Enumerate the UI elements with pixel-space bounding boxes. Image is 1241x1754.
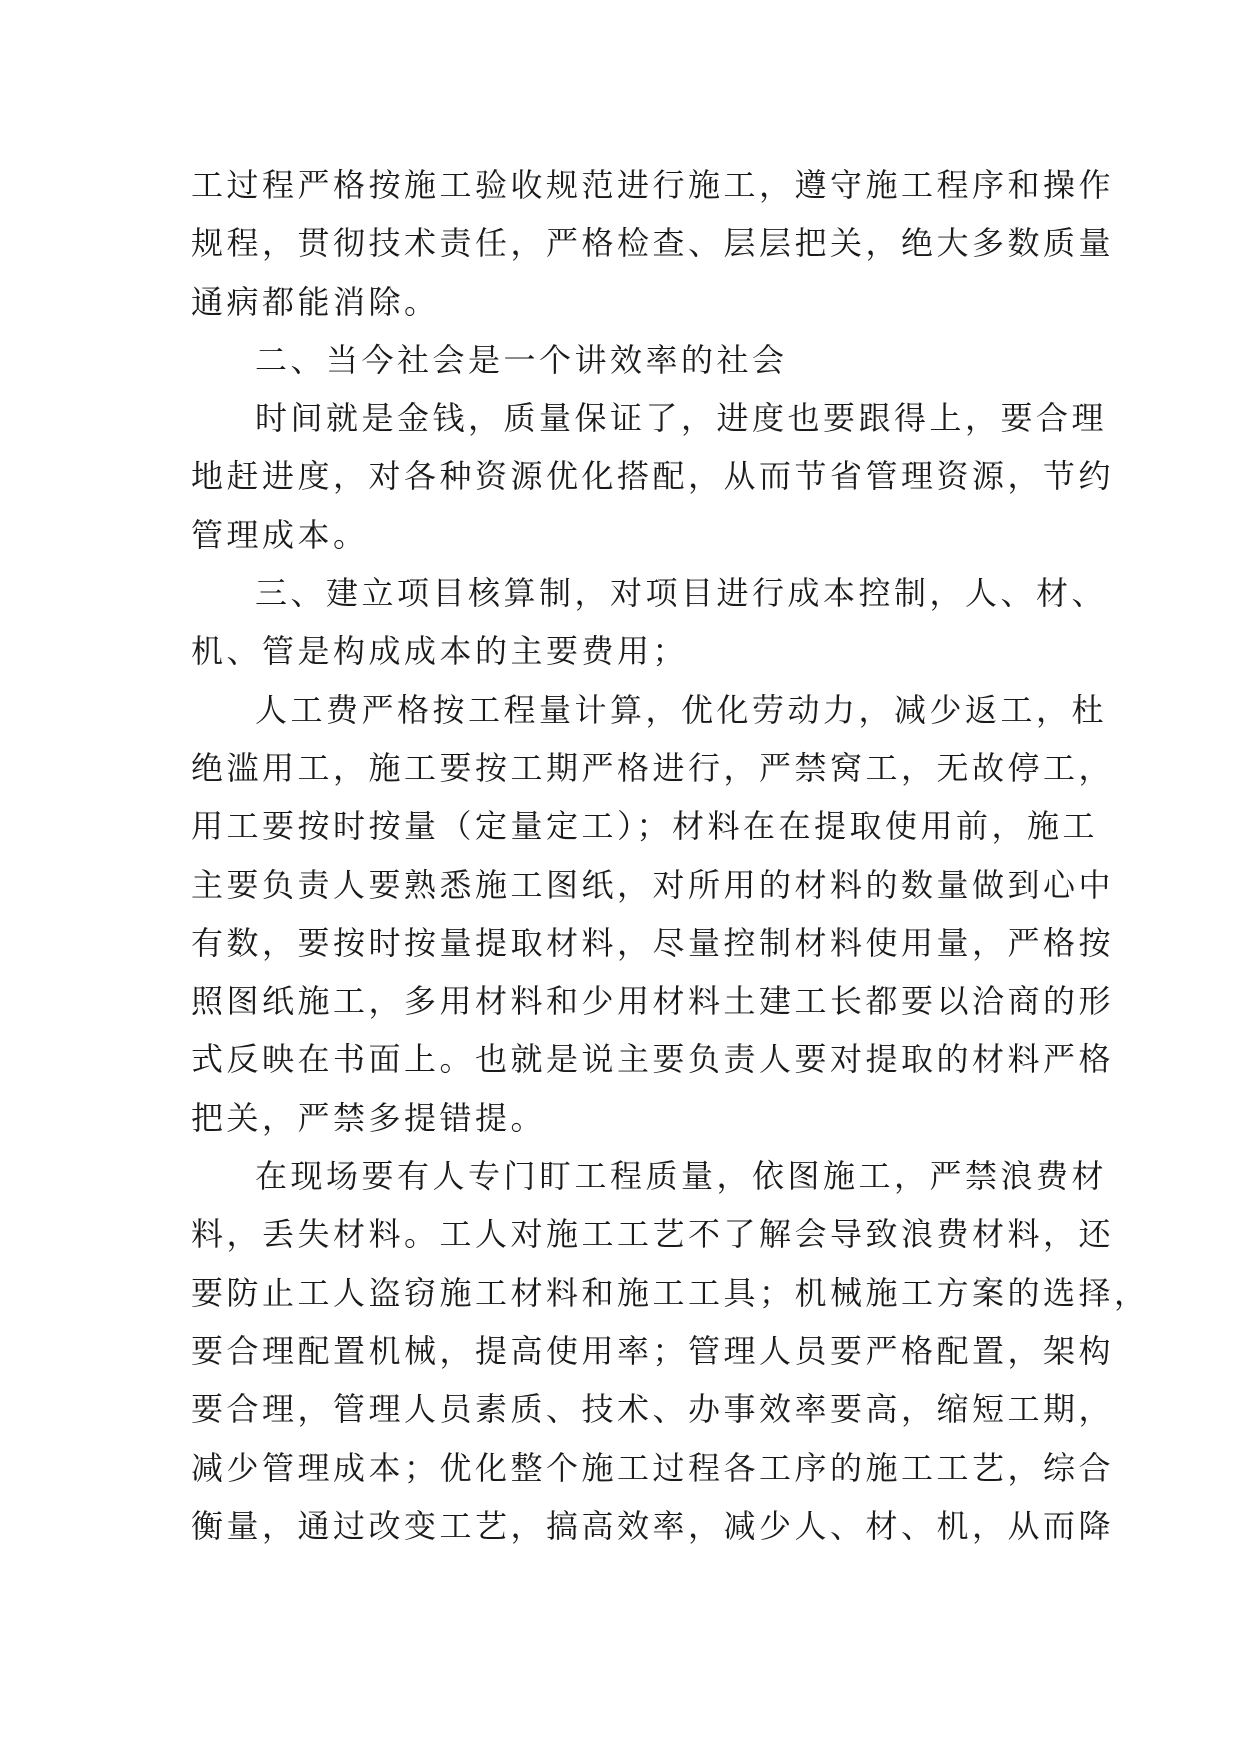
text-line: 要合理，管理人员素质、技术、办事效率要高，缩短工期， [191,1390,1115,1429]
text-line: 照图纸施工，多用材料和少用材料土建工长都要以洽商的形 [191,982,1115,1021]
text-line: 人工费严格按工程量计算，优化劳动力，减少返工，杜 [255,690,1108,729]
document-body [191,156,1150,1555]
text-line: 机、管是构成成本的主要费用； [191,632,689,671]
text-line: 式反映在书面上。也就是说主要负责人要对提取的材料严格 [191,1040,1115,1079]
text-line: 用工要按时按量（定量定工）；材料在在提取使用前，施工 [191,807,1099,846]
text-line: 管理成本。 [191,515,369,554]
section-heading-3: 三、建立项目核算制，对项目进行成本控制，人、材、 [255,574,1108,613]
text-line: 地赶进度，对各种资源优化搭配，从而节省管理资源，节约 [191,457,1115,496]
text-line: 有数，要按时按量提取材料，尽量控制材料使用量，严格按 [191,923,1115,962]
text-line: 主要负责人要熟悉施工图纸，对所用的材料的数量做到心中 [191,865,1115,904]
text-line: 减少管理成本；优化整个施工过程各工序的施工工艺，综合 [191,1448,1115,1487]
text-line: 工过程严格按施工验收规范进行施工，遵守施工程序和操作 [191,166,1115,204]
text-line: 在现场要有人专门盯工程质量，依图施工，严禁浪费材 [255,1157,1108,1196]
text-line: 要合理配置机械，提高使用率；管理人员要严格配置，架构 [191,1331,1115,1370]
text-line: 料，丢失材料。工人对施工工艺不了解会导致浪费材料，还 [191,1215,1115,1254]
text-line: 规程，贯彻技术责任，严格检查、层层把关，绝大多数质量 [191,224,1115,263]
text-line: 要防止工人盗窃施工材料和施工工具；机械施工方案的选择， [191,1273,1150,1312]
text-line: 时间就是金钱，质量保证了，进度也要跟得上，要合理 [255,399,1108,438]
text-line: 绝滥用工，施工要按工期严格进行，严禁窝工，无故停工， [191,748,1115,787]
section-heading-2: 二、当今社会是一个讲效率的社会 [255,340,788,379]
text-line: 把关，严禁多提错提。 [191,1098,547,1137]
text-line: 通病都能消除。 [191,282,440,321]
text-line: 衡量，通过改变工艺，搞高效率，减少人、材、机，从而降 [191,1506,1115,1545]
